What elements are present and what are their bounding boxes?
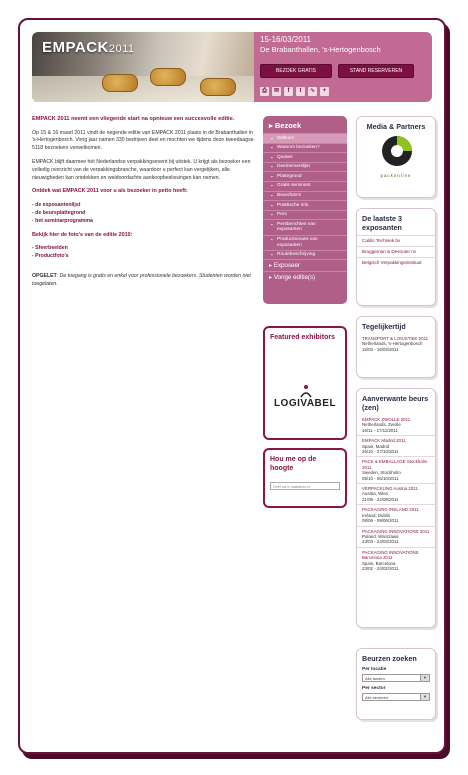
twitter-icon[interactable]: t xyxy=(296,87,305,96)
sector-label: Per sector xyxy=(362,686,386,691)
related-event[interactable] xyxy=(357,505,435,526)
product-image xyxy=(102,74,138,92)
media-title: Media & Partners xyxy=(366,122,426,131)
header-info xyxy=(254,32,432,102)
event-place: Austria, Wien xyxy=(362,491,389,497)
nav-section-previous-label: Vorige editie(s) xyxy=(273,274,316,282)
event-place: Poland, Warszawa xyxy=(362,533,399,539)
subscribe-box xyxy=(263,448,347,508)
event-dates: 23/02 - 24/02/2011 xyxy=(362,565,399,571)
event-dates: 15/03 - 16/03/2011 xyxy=(362,346,399,352)
note-label: OPGELET xyxy=(32,272,57,279)
latest-exhibitor[interactable]: Caldic Techniek bv xyxy=(357,235,435,246)
event-name: EMPACK ZWOLLE 2011 xyxy=(362,417,411,422)
visitor-heading: Ontdek wat EMPACK 2011 voor u als bezoeker in petto heeft: xyxy=(32,188,188,195)
event-name: TRANSPORT & LOGISTIEK 2011 xyxy=(362,336,429,341)
location-select[interactable] xyxy=(362,674,430,682)
event-dates: 26/10 - 27/10/2011 xyxy=(362,449,399,455)
event-name: EMPACK Madrid 2011 xyxy=(362,438,406,444)
packonline-caption: packonline xyxy=(380,173,412,178)
event-dates: 23/03 - 24/03/2011 xyxy=(362,539,399,545)
nav-item-press-releases[interactable]: ▪ Persberichten van exposanten xyxy=(263,219,347,234)
floorplan-link[interactable]: - de beursplattegrond xyxy=(32,209,86,216)
nav-section-exhibit-label: Exposeer xyxy=(273,262,300,270)
header-photo xyxy=(32,32,254,102)
event-name: PACK & EMBALLAGE Stockholm 2011 xyxy=(362,459,428,470)
event-venue: De Brabanthallen, 's-Hertogenbosch xyxy=(260,45,381,54)
note-text: : De toegang is gratis en enkel voor professionele bezoekers. Studenten worden niet toegelaten. xyxy=(32,272,251,287)
sector-select[interactable] xyxy=(362,693,430,701)
facebook-icon[interactable]: f xyxy=(284,87,293,96)
logivabel-logo[interactable]: LOGIVABEL xyxy=(273,398,337,409)
visit-nav xyxy=(263,116,347,304)
nav-item-press[interactable]: ▪ Pers xyxy=(263,210,347,220)
event-dates: 21/09 - 22/09/2011 xyxy=(362,496,399,502)
intro-paragraph-2: EMPACK blijft daarmee hét Nederlandse verpakkingsevent bij uitstek. U krijgt als bezoeker een volledig overzicht van de verpakkingsbranche, waardoor u perfect kan vergelijken, alle nieuwigheden kan ontdekken en weldoordachte aankoopbeslissingen kan nemen. xyxy=(32,158,251,181)
nav-item-practical-info[interactable]: ▪ Praktische info xyxy=(263,200,347,210)
event-place: Sweden, Stockholm xyxy=(362,470,401,476)
product-photos-link[interactable]: - Productfoto's xyxy=(32,253,69,260)
email-input[interactable]: Geef uw e-mailadres in xyxy=(270,482,340,490)
packonline-logo-icon[interactable] xyxy=(381,135,413,167)
related-fairs-box xyxy=(356,388,436,628)
event-place: Netherlands, Zwolle xyxy=(362,422,401,428)
seminar-program-link[interactable]: - het seminarprogramma xyxy=(32,217,93,224)
search-title: Beurzen zoeken xyxy=(362,654,417,663)
related-event[interactable] xyxy=(357,457,435,484)
visitor-links xyxy=(32,202,258,225)
intro-paragraph-1: Op 15 & 16 maart 2011 vindt de negende editie van EMPACK 2011 plaats in de Brabanthallen in 's-Hertogenbosch. Vorig jaar namen 330 bedrijven deel en mochten we tijdens deze tweedaagse 5118 bezoekers verwelkomen. xyxy=(32,129,254,152)
access-note xyxy=(32,273,258,289)
nav-heading[interactable]: ▸ Bezoek xyxy=(269,121,302,130)
event-name: PACKAGING INNOVATIONS 2011 xyxy=(362,528,430,534)
header-banner xyxy=(32,32,432,102)
event-dates: 08/06 - 09/06/2011 xyxy=(362,518,399,524)
concurrent-event-box xyxy=(356,316,436,378)
search-fairs-box xyxy=(356,648,436,720)
event-place: Spain, Barcelona xyxy=(362,560,396,566)
plus-icon[interactable]: + xyxy=(320,87,329,96)
chevron-down-icon: ▼ xyxy=(420,694,429,700)
logivabel-mark-icon xyxy=(299,384,313,398)
event-dates: 05/10 - 06/10/2011 xyxy=(362,475,399,481)
nav-item-product-news[interactable]: ▪ Productnieuws van exposanten xyxy=(263,235,347,250)
concurrent-event[interactable] xyxy=(357,334,435,354)
book-stand-button[interactable]: STAND RESERVEREN xyxy=(338,64,414,78)
nav-item-seminars[interactable]: ▪ Gratis seminars xyxy=(263,181,347,191)
photos-heading: Bekijk hier de foto's van de editie 2010: xyxy=(32,231,133,238)
atmosphere-photos-link[interactable]: - Sfeerbeelden xyxy=(32,245,68,252)
logo-text: EMPACK xyxy=(42,39,109,56)
latest-exhibitors-box xyxy=(356,208,436,306)
event-place: Spain, Madrid xyxy=(362,443,390,449)
intro-lead: EMPACK 2011 neemt een vliegende start na opnieuw een succesvolle editie. xyxy=(32,116,235,122)
nav-heading-label: Bezoek xyxy=(274,121,302,130)
visit-free-button[interactable]: BEZOEK GRATIS xyxy=(260,64,332,78)
logo-year: 2011 xyxy=(108,43,135,55)
featured-title: Featured exhibitors xyxy=(270,334,335,341)
featured-exhibitors-box xyxy=(263,326,347,440)
nav-section-exhibit[interactable]: ▸ Exposeer xyxy=(263,259,347,271)
related-title: Aanverwante beurs (zen) xyxy=(362,394,429,412)
media-partners-box xyxy=(356,116,436,198)
nav-item-participants[interactable]: ▪ Deelnemerslijst xyxy=(263,162,347,172)
nav-item-directions[interactable]: ▪ Routebeschrijving xyxy=(263,250,347,260)
location-label: Per locatie xyxy=(362,667,387,672)
related-event[interactable] xyxy=(357,548,435,574)
event-place: Netherlands, 's-Hertogenbosch xyxy=(362,341,423,347)
event-name: VERPACKUNG Austria 2011 xyxy=(362,486,418,492)
exhibitor-list-link[interactable]: - de exposantenlijst xyxy=(32,202,81,209)
nav-item-why-visit[interactable]: ▪ Waarom bezoeken? xyxy=(263,143,347,153)
latest-title: De laatste 3 exposanten xyxy=(362,214,402,232)
product-image xyxy=(200,78,236,96)
latest-exhibitor[interactable]: Belgisch Verpakkingsinstituut xyxy=(357,257,435,268)
subscribe-title: Hou me op de hoogte xyxy=(270,456,317,472)
product-image xyxy=(150,68,186,86)
nav-item-welcome[interactable]: ▪ Welkom xyxy=(263,133,347,143)
event-name: PACKAGING INNOVATIONS Barcelona 2011 xyxy=(362,549,419,561)
event-date: 15-16/03/2011 xyxy=(260,35,312,44)
related-event[interactable] xyxy=(357,436,435,457)
rss-icon[interactable]: ∿ xyxy=(309,88,316,94)
latest-exhibitor[interactable]: Bruggeman & Desouter nv xyxy=(357,246,435,257)
nav-section-previous[interactable]: ▸ Vorige editie(s) xyxy=(263,271,347,283)
nav-item-quotes[interactable]: ▪ Quotes xyxy=(263,152,347,162)
email-icon[interactable]: ✉ xyxy=(273,88,280,94)
photo-links xyxy=(32,245,258,261)
nav-item-photos[interactable]: ▪ Beursfoto's xyxy=(263,191,347,201)
location-select-value: Alle landen xyxy=(365,676,385,681)
site-logo[interactable] xyxy=(42,39,135,56)
print-icon[interactable]: ⎙ xyxy=(260,87,269,96)
page-frame xyxy=(18,18,446,754)
event-name: PACKAGING IRELAND 2011 xyxy=(362,507,419,513)
nav-item-floorplan[interactable]: ▪ Plattegrond xyxy=(263,171,347,181)
related-event[interactable] xyxy=(357,415,435,436)
main-content xyxy=(32,116,258,295)
concurrent-title: Tegelijkertijd xyxy=(362,322,406,331)
event-dates: 16/11 - 17/11/2011 xyxy=(362,427,398,433)
chevron-down-icon: ▼ xyxy=(420,675,429,681)
related-event[interactable] xyxy=(357,484,435,505)
event-place: Ireland, Dublin xyxy=(362,512,391,518)
sector-select-value: Alle sectoren xyxy=(365,695,389,700)
related-event[interactable] xyxy=(357,527,435,548)
